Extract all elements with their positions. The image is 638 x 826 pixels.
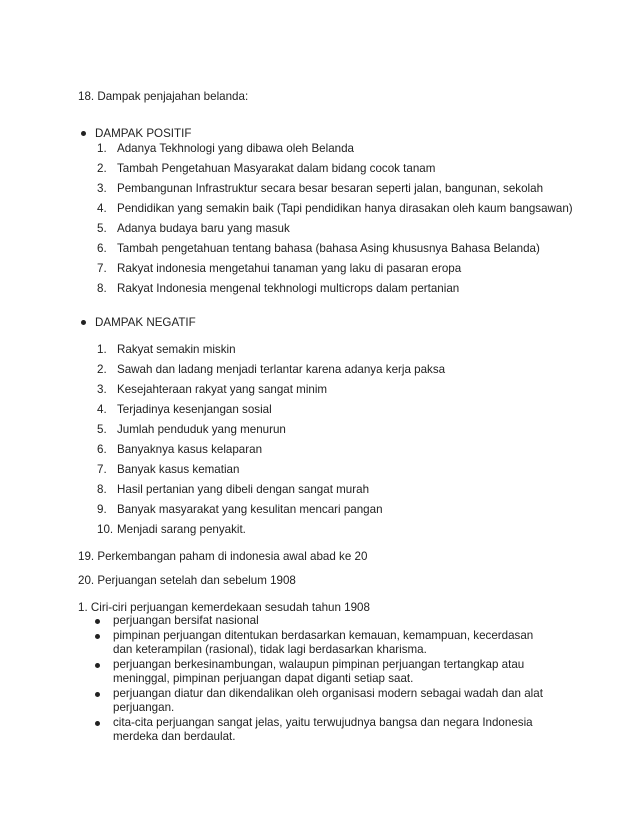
positive-item	[97, 281, 459, 296]
positive-item	[97, 221, 290, 236]
bullet-icon	[95, 721, 100, 726]
negative-item	[97, 402, 272, 417]
list-number: 4.	[97, 403, 107, 416]
ciri-item: perjuangan berkesinambungan, walaupun pimpinan perjuangan tertangkap atau meninggal, pimpinan perjuangan dapat diganti setiap saat.	[113, 658, 525, 685]
positive-item	[97, 261, 461, 276]
negative-item	[97, 422, 286, 437]
list-item-text: Menjadi sarang penyakit.	[117, 523, 246, 536]
list-item-text: Jumlah penduduk yang menurun	[117, 423, 286, 436]
list-number: 4.	[97, 202, 107, 215]
list-item-text: Pendidikan yang semakin baik (Tapi pendidikan hanya dirasakan oleh kaum bangsawan)	[117, 202, 573, 215]
list-number: 1.	[97, 142, 107, 155]
list-number: 2.	[97, 363, 107, 376]
list-number: 10.	[97, 523, 114, 536]
bullet-icon	[95, 692, 100, 697]
positive-item	[97, 141, 354, 156]
list-item-text: Hasil pertanian yang dibeli dengan sangat murah	[117, 483, 370, 496]
ciri-item: cita-cita perjuangan sangat jelas, yaitu terwujudnya bangsa dan negara Indonesia merdeka dan berdaulat.	[113, 716, 533, 743]
list-number: 1.	[97, 343, 107, 356]
list-item-text: Tambah Pengetahuan Masyarakat dalam bidang cocok tanam	[117, 162, 436, 175]
negative-item	[97, 342, 236, 357]
list-number: 7.	[97, 463, 107, 476]
heading-1-ciri: 1. Ciri-ciri perjuangan kemerdekaan sesudah tahun 1908	[78, 601, 370, 614]
list-number: 8.	[97, 483, 107, 496]
list-item-text: Adanya budaya baru yang masuk	[117, 222, 290, 235]
bullet-icon	[95, 663, 100, 668]
list-item-text: Banyaknya kasus kelaparan	[117, 443, 263, 456]
list-item-text: Adanya Tekhnologi yang dibawa oleh Belanda	[117, 142, 354, 155]
list-item-text: Terjadinya kesenjangan sosial	[117, 403, 272, 416]
list-number: 6.	[97, 242, 107, 255]
list-item-text: Rakyat Indonesia mengenal tekhnologi multicrops dalam pertanian	[117, 282, 460, 295]
list-item-text: Banyak kasus kematian	[117, 463, 240, 476]
list-number: 6.	[97, 443, 107, 456]
negative-item	[97, 522, 246, 537]
list-number: 9.	[97, 503, 107, 516]
list-number: 8.	[97, 282, 107, 295]
section-positive-title: DAMPAK POSITIF	[95, 127, 192, 140]
negative-item	[97, 362, 445, 377]
ciri-item: perjuangan diatur dan dikendalikan oleh organisasi modern sebagai wadah dan alat perjuangan.	[113, 687, 543, 714]
bullet-icon	[95, 619, 100, 624]
positive-item	[97, 201, 573, 216]
list-item-text: Rakyat semakin miskin	[117, 343, 236, 356]
list-number: 2.	[97, 162, 107, 175]
heading-18: 18. Dampak penjajahan belanda:	[78, 90, 249, 103]
positive-item	[97, 241, 540, 256]
negative-item	[97, 502, 383, 517]
list-item-text: Pembangunan Infrastruktur secara besar besaran seperti jalan, bangunan, sekolah	[117, 182, 544, 195]
negative-item	[97, 462, 239, 477]
list-item-text: Rakyat indonesia mengetahui tanaman yang laku di pasaran eropa	[117, 262, 462, 275]
list-item-text: Sawah dan ladang menjadi terlantar karena adanya kerja paksa	[117, 363, 446, 376]
ciri-item: perjuangan bersifat nasional	[113, 614, 259, 627]
bullet-icon	[95, 634, 100, 639]
list-number: 3.	[97, 383, 107, 396]
negative-item	[97, 442, 262, 457]
list-item-text: Tambah pengetahuan tentang bahasa (bahasa Asing khususnya Bahasa Belanda)	[117, 242, 540, 255]
bullet-icon	[81, 131, 86, 136]
section-negative-title: DAMPAK NEGATIF	[95, 316, 196, 329]
positive-item	[97, 161, 435, 176]
list-number: 5.	[97, 222, 107, 235]
positive-item	[97, 181, 543, 196]
list-number: 7.	[97, 262, 107, 275]
list-number: 3.	[97, 182, 107, 195]
list-item-text: Banyak masyarakat yang kesulitan mencari pangan	[117, 503, 383, 516]
heading-19: 19. Perkembangan paham di indonesia awal abad ke 20	[78, 550, 368, 563]
ciri-item: pimpinan perjuangan ditentukan berdasarkan kemauan, kemampuan, kecerdasan dan keterampilan (rasional), tidak lagi berdasarkan kharisma.	[113, 629, 534, 656]
list-number: 5.	[97, 423, 107, 436]
negative-item	[97, 382, 327, 397]
negative-item	[97, 482, 369, 497]
list-item-text: Kesejahteraan rakyat yang sangat minim	[117, 383, 328, 396]
heading-20: 20. Perjuangan setelah dan sebelum 1908	[78, 574, 296, 587]
bullet-icon	[81, 320, 86, 325]
